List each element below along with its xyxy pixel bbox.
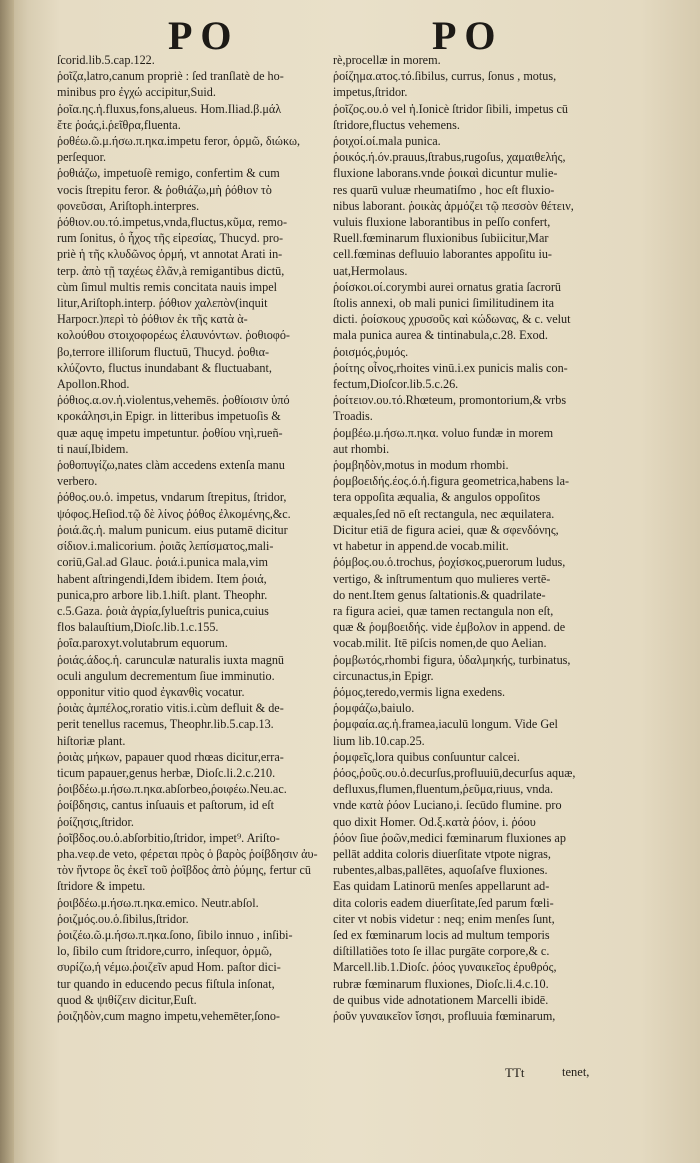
- text-line: κροκάλησι,in Epigr. in litteribus impetuoſis &: [57, 409, 281, 424]
- text-line: do nent.Item genus ſaltationis.& quadrilate-: [333, 587, 546, 602]
- text-line: vt habetur in append.de vocab.milit.: [333, 539, 509, 554]
- text-line: Apollon.Rhod.: [57, 377, 130, 392]
- text-line: flos balauſtium,Dioſc.lib.1.c.155.: [57, 620, 219, 635]
- text-line: ῥοιχοί.οί.mala punica.: [333, 134, 441, 149]
- text-line: ῥόθιον.ου.τό.impetus,vnda,fluctus,κῦμα, remo-: [57, 215, 288, 230]
- text-line: tera oppoſita æqualia, & angulos oppoſitos: [333, 490, 541, 505]
- signature-mark: TTt: [505, 1065, 525, 1080]
- text-line: ῥοιζμός.ου.ὁ.ſibilus,ſtridor.: [57, 911, 189, 926]
- text-line: ῥοίζημα.ατος.τό.ſibilus, currus, ſonus , motus,: [333, 69, 557, 84]
- text-line: ῥόθος.ου.ὁ. impetus, vndarum ſtrepitus, ſtridor,: [57, 490, 287, 505]
- text-line: συρίζω,ἡ νέμω.ῥοιζεῖν apud Hom. paſtor dici-: [57, 960, 281, 975]
- text-line: vnde κατὰ ῥόον Luciano,i. ſecūdo flumine. pro: [333, 798, 562, 813]
- text-line: Harpocr.)περὶ τὸ ῥόθιον ἐκ τῆς κατὰ ὰ-: [57, 312, 248, 327]
- text-line: σίδιον.i.malicorium. ῥοιᾶς λεπίσματος,mali-: [57, 539, 274, 554]
- text-line: ſtolis annexi, ob mali punici ſimilitudinem ita: [333, 296, 555, 311]
- text-line: quæ & ῥομβοειδής. vide ἐμβολον in append. de: [333, 620, 566, 635]
- text-line: ῥομφάζω,baiulo.: [333, 701, 415, 716]
- text-line: Eas quidam Latinorū menſes appellarunt ad-: [333, 879, 550, 894]
- text-line: verbero.: [57, 474, 98, 489]
- text-line: impetus,ſtridor.: [333, 85, 408, 100]
- text-line: ῥοῖβδος.ου.ὁ.abſorbitio,ſtridor, impet⁹. Ariſto-: [57, 830, 280, 845]
- text-line: coriū,Gal.ad Glauc. ῥοιά.i.punica mala,vim: [57, 555, 269, 570]
- text-line: dita coloris eadem diuerſitate,ſed parum fœli-: [333, 895, 554, 910]
- text-line: ῥοιά.ᾶς.ἡ. malum punicum. eius putamē dicitur: [57, 522, 288, 537]
- text-line: κολούθου στοιχοφορέως ἐλαυνόντων. ῥοθιοφό-: [57, 328, 290, 343]
- text-line: lium lib.10.cap.25.: [333, 733, 425, 748]
- text-line: vocis ſtrepitu feror. & ῥοθιάζω,μὴ ῥόθιον τὸ: [57, 182, 272, 197]
- text-line: pha.νεφ.de veto, φέρεται πρὸς ὁ βαρὸς ῥοίβδησιν ἀυ-: [57, 846, 318, 861]
- text-line: ῥομβέω.μ.ήσω.π.ηκα. voluo fundæ in morem: [333, 425, 554, 440]
- text-line: uat,Hermolaus.: [333, 263, 408, 278]
- running-head-right: PO: [432, 13, 504, 58]
- text-line: ῥοῦν γυναικεῖον ἴσησι, profluuia fœminarum,: [333, 1008, 556, 1023]
- text-line: ῥόος,ῥοῦς.ου.ὁ.decurſus,profluuiū,decurſus aquæ,: [333, 765, 576, 780]
- text-line: ῥοικός.ή.όν.prauus,ſtrabus,rugoſus, χαμαιθελής,: [333, 150, 566, 165]
- text-line: rubræ fœminarum fluxiones, Dioſc.li.4.c.10.: [333, 976, 549, 991]
- text-line: hiſtoriæ plant.: [57, 733, 126, 748]
- text-line: ῥοιζηδὸν,cum magno impetu,vehemēter,ſono-: [57, 1008, 280, 1023]
- text-line: Dicitur etiā de figura aciei, quæ & σφενδόνης,: [333, 522, 559, 537]
- text-line: ῥομφεῖς,lora quibus conſuuntur calcei.: [333, 749, 520, 764]
- text-line: mala punica aurea & tintinabula,c.28. Exod.: [333, 328, 548, 343]
- text-line: terp. ἀπὸ τῇ ταχέως ἐλᾶν,à remigantibus dictū,: [57, 263, 285, 278]
- text-line: perſequor.: [57, 150, 107, 165]
- running-head-left: PO: [168, 13, 240, 58]
- text-line: quo dixit Homer. Od.ξ.κατὰ ῥόον, i. ῥόου: [333, 814, 536, 829]
- text-line: defluxus,flumen,fluentum,ῥεῦμα,riuus, vnda.: [333, 782, 554, 797]
- text-line: priè ἡ τῆς κλυδῶνος ὁρμή, vt annotat Arati in-: [57, 247, 283, 262]
- text-line: κλύζοντο, fluctus inundabant & fluctuabant,: [57, 360, 272, 375]
- text-line: ra figura aciei, quæ tamen rectangula non eſt,: [333, 603, 554, 618]
- text-line: ῥοΐα.paroxyt.volutabrum equorum.: [57, 636, 228, 651]
- text-line: ῥοιζέω.ῶ.μ.ήσω.π.ηκα.ſono, ſibilo innuo , inſibi-: [57, 927, 293, 942]
- text-line: aut rhombi.: [333, 441, 390, 456]
- text-line: æquales,ſed nō eſt rectangula, nec æquilatera.: [333, 506, 555, 521]
- text-line: ῥομβοειδής.έος.ό.ἡ.figura geometrica,habens la-: [333, 474, 570, 489]
- text-line: ῥομφαία.ας.ἡ.framea,iaculū longum. Vide Gel: [333, 717, 558, 732]
- text-line: vuluis fluxione laborantibus in peſſo confert,: [333, 215, 551, 230]
- text-line: ti nauí,Ibidem.: [57, 441, 129, 456]
- text-line: φονεῦσαι, Ariſtoph.interpres.: [57, 198, 200, 213]
- text-line: ῥοθέω.ῶ.μ.ήσω.π.ηκα.impetu feror, ὁρμῶ, διώκω,: [57, 134, 301, 149]
- text-line: diſtillatiões toto ſe illac purgāte corpore,& c.: [333, 944, 550, 959]
- text-line: litur,Ariſtoph.interp. ῥόθιον χαλεπὸν(inquit: [57, 296, 268, 311]
- text-line: ῥοῖζος.ου.ὁ vel ἡ.Ionicè ſtridor ſibili, impetus cū: [333, 101, 568, 116]
- text-line: cùm ſimul multis remis concitata nauis impel: [57, 279, 278, 294]
- left-column: [57, 52, 322, 1024]
- text-line: ῥοιάς.άδος.ἡ. carunculæ naturalis iuxta magnū: [57, 652, 285, 667]
- text-line: circunactus,in Epigr.: [333, 668, 434, 683]
- text-line: habent aſtringendi,Idem ibidem. Item ῥοιά,: [57, 571, 267, 586]
- text-line: ῥοίζησις,ſtridor.: [57, 814, 134, 829]
- text-line: ψόφος.Heſiod.τῷ δὲ λίνος ῥόθος ἐλκομένης,&c.: [57, 506, 291, 521]
- text-line: nibus laborant. ῥοικὰς ἁρμόζει τῷ πεσσὸν θέτειν,: [333, 198, 574, 213]
- text-line: ῥόθιος.α.ον.ἡ.violentus,vehemēs. ῥοθίοισιν ὑπό: [57, 393, 290, 408]
- text-line: τὸν ἥντορε ὃς ἐκεῖ τοῦ ῥοῖβδος ἀπὸ ῥύμης, fertur cū: [57, 863, 312, 878]
- text-line: citer vt nobis videtur : neq; enim menſes ſunt,: [333, 911, 555, 926]
- text-line: rubentes,albas,pallētes, aquoſaſve fluxiones.: [333, 863, 548, 878]
- text-line: ῥόμβος.ου.ὁ.trochus, ῥοχίσκος,puerorum ludus,: [333, 555, 566, 570]
- text-line: Troadis.: [333, 409, 373, 424]
- text-line: ῥοιβδέω.μ.ήσω.π.ηκα.abſorbeo,ῥοιφέω.Neu.ac.: [57, 782, 287, 797]
- text-line: fectum,Dioſcor.lib.5.c.26.: [333, 377, 459, 392]
- text-line: rum ſonitus, ὁ ἦχος τῆς εἰρεσίας, Thucyd. pro-: [57, 231, 284, 246]
- text-line: ῥοίτης οἶνος,rhoites vinū.i.ex punicis malis con-: [333, 360, 568, 375]
- text-line: βο,terrore illiſorum fluctuū, Thucyd. ῥοθια-: [57, 344, 270, 359]
- text-line: ῥοισμός,ῥυμός.: [333, 344, 409, 359]
- text-line: ῥομβωτός,rhombi figura, ὑδαλμηκής, turbinatus,: [333, 652, 571, 667]
- text-line: ſtridore & impetu.: [57, 879, 146, 894]
- text-line: ῥοῖζα,latro,canum propriè : ſed tranſlatè de ho-: [57, 69, 284, 84]
- text-line: c.5.Gaza. ῥοιὰ ἀγρία,ſylueſtris punica,cuius: [57, 603, 269, 618]
- text-line: ῥόον ſiue ῥοῶν,medici fœminarum fluxiones ap: [333, 830, 566, 845]
- text-line: quod & ψιθίζειν dicitur,Euſt.: [57, 992, 197, 1007]
- text-line: ῥοίσκοι.οί.corymbi aurei ornatus gratia ſacrorū: [333, 279, 562, 294]
- text-line: ῥόμος,teredo,vermis ligna exedens.: [333, 684, 506, 699]
- text-line: perit tenellus racemus, Theophr.lib.5.cap.13.: [57, 717, 274, 732]
- text-line: ῥομβηδὸν,motus in modum rhombi.: [333, 458, 509, 473]
- text-line: ſtridore,fluctus vehemens.: [333, 117, 460, 132]
- text-line: ῥοίβδησις, cantus inſuauis et paſtorum, id eſt: [57, 798, 275, 813]
- text-line: ῥοιὰς μήκων, papauer quod rhœas dicitur,erra-: [57, 749, 284, 764]
- text-line: opponitur vitio quod ἐγκανθὶς vocatur.: [57, 684, 245, 699]
- text-line: ῥοιὰς ἀμπέλος,roratio vitis.i.cùm defluit & de-: [57, 701, 284, 716]
- text-line: Marcell.lib.1.Dioſc. ῥόος γυναικεῖος ἐρυθρός,: [333, 960, 557, 975]
- text-line: ſcorid.lib.5.cap.122.: [57, 53, 155, 67]
- text-line: ῥοιβδέω.μ.ήσω.π.ηκα.emico. Neutr.abſol.: [57, 895, 259, 910]
- text-line: cell.fœminas defluuio laborantes appoſitu iu-: [333, 247, 552, 262]
- text-line: pellāt addita coloris diuerſitate vtpote nigras,: [333, 846, 551, 861]
- text-line: ῥοθιάζω, impetuoſè remigo, confertim & cum: [57, 166, 280, 181]
- text-line: ῥοίτειον.ου.τό.Rhœteum, promontorium,& vrbs: [333, 393, 567, 408]
- text-line: minibus pro ἐγχώ accipitur,Suid.: [57, 85, 216, 100]
- text-line: fluxione laborans.vnde ῥοικαὶ dicuntur mulie-: [333, 166, 558, 181]
- text-line: oculi angulum decrementum ſiue imminutio.: [57, 668, 275, 683]
- text-line: vertigo, & inſtrumentum quo mulieres vertē-: [333, 571, 551, 586]
- right-column: [333, 52, 591, 1024]
- text-line: punica,pro arbore lib.1.hiſt. plant. Theophr.: [57, 587, 268, 602]
- text-line: ἔτε ῥοάς,i.ῥεῖθρα,fluenta.: [57, 117, 181, 132]
- text-line: vocab.milit. Itē piſcis nomen,de quo Aelian.: [333, 636, 547, 651]
- text-line: ῥοθοπυγίζω,nates clàm accedens extenſa manu: [57, 458, 285, 473]
- text-line: ſed ex fœminarum locis ad multum temporis: [333, 927, 550, 942]
- text-line: quæ aquę impetu impetuntur. ῥοθίου νηὶ,rueñ-: [57, 425, 283, 440]
- text-line: res quarū vuluæ rheumatiſmo , hoc eſt fluxio-: [333, 182, 555, 197]
- text-line: ῥοῖα.ης.ἡ.fluxus,fons,alueus. Hom.Iliad.β.μάλ: [57, 101, 282, 116]
- text-line: dicti. ῥοίσκους χρυσοῦς καὶ κώδωνας, & c. velut: [333, 312, 571, 327]
- text-line: ticum papauer,genus herbæ, Dioſc.li.2.c.210.: [57, 765, 276, 780]
- binding-gutter: [0, 0, 14, 1163]
- text-line: de quibus vide adnotationem Marcelli ibidē.: [333, 992, 549, 1007]
- catchword: tenet,: [562, 1065, 590, 1079]
- text-line: Ruell.fœminarum fluxionibus ſubiicitur,Mar: [333, 231, 549, 246]
- text-line: lo, ſibilo cum ſtridore,curro, inſequor, ὁρμῶ,: [57, 944, 273, 959]
- text-line: tur quando in educendo pecus fiſtula inſonat,: [57, 976, 275, 991]
- text-line: rè,procellæ in morem.: [333, 53, 441, 67]
